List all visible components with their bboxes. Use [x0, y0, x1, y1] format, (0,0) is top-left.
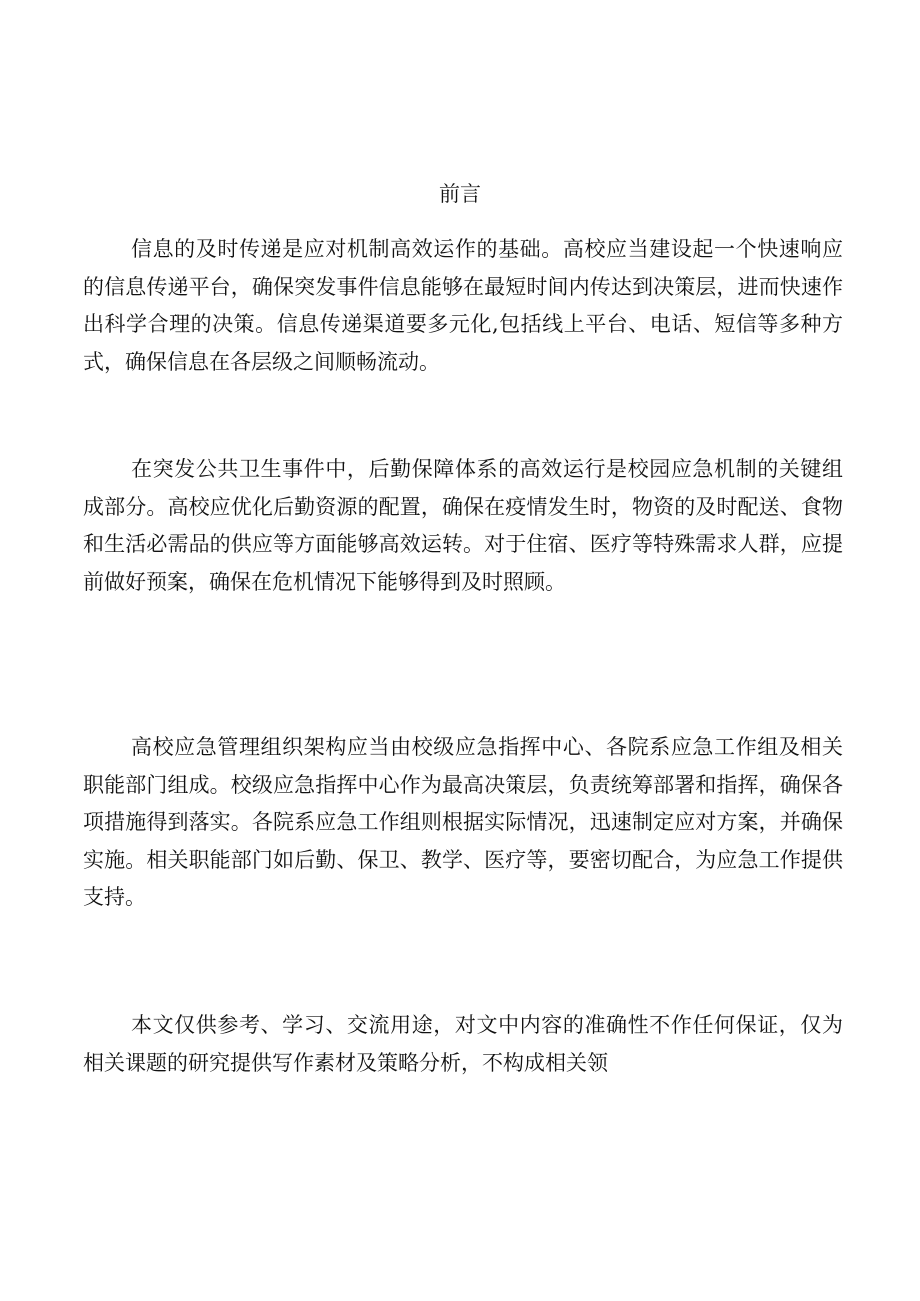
paragraph-organization-structure: 高校应急管理组织架构应当由校级应急指挥中心、各院系应急工作组及相关职能部门组成。校级应急指挥中心作为最高决策层，负责统筹部署和指挥，确保各项措施得到落实。各院系应急工作组则根据实际情况，迅速制定应对方案，并确保实施。相关职能部门如后勤、保卫、教学、医疗等，要密切配合，为应急工作提供支持。 [83, 735, 843, 909]
paragraph-information-delivery: 信息的及时传递是应对机制高效运作的基础。高校应当建设起一个快速响应的信息传递平台，确保突发事件信息能够在最短时间内传达到决策层，进而快速作出科学合理的决策。信息传递渠道要多元化,包括线上平台、电话、短信等多种方式，确保信息在各层级之间顺畅流动。 [83, 237, 843, 374]
page-title: 前言 [439, 182, 481, 206]
paragraph-disclaimer: 本文仅供参考、学习、交流用途，对文中内容的准确性不作任何保证，仅为相关课题的研究提供写作素材及策略分析，不构成相关领 [83, 1013, 843, 1075]
paragraph-logistics-support: 在突发公共卫生事件中，后勤保障体系的高效运行是校园应急机制的关键组成部分。高校应优化后勤资源的配置，确保在疫情发生时，物资的及时配送、食物和生活必需品的供应等方面能够高效运转。对于住宿、医疗等特殊需求人群，应提前做好预案，确保在危机情况下能够得到及时照顾。 [83, 457, 843, 594]
